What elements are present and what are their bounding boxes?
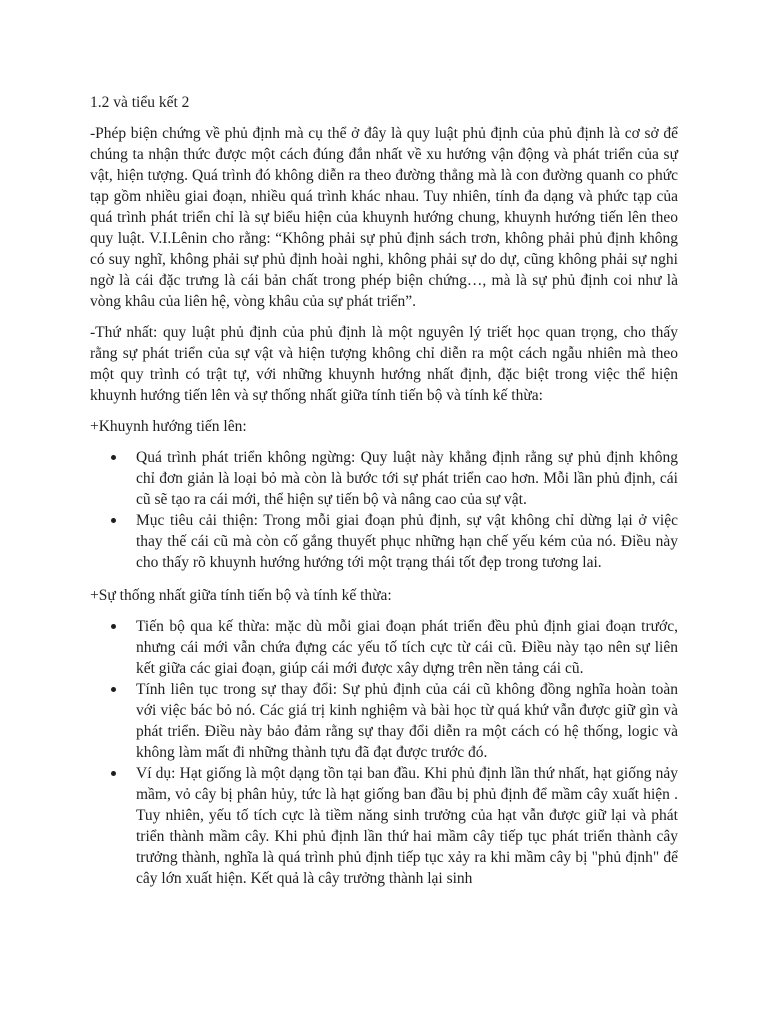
paragraph-dialectic: -Phép biện chứng về phủ định mà cụ thể ở đây là quy luật phủ định của phủ định là cơ sở để chúng ta nhận thức được một cách đúng đắn nhất về xu hướng vận động và phát triển của sự vật, hiện tượng. Quá trình đó không diễn ra theo đường thẳng mà là con đường quanh co phức tạp gồm nhiều giai đoạn, nhiều quá trình khác nhau. Tuy nhiên, tính đa dạng và phức tạp của quá trình phát triển chỉ là sự biểu hiện của khuynh hướng chung, khuynh hướng tiến lên theo quy luật. V.I.Lênin cho rằng: “Không phải sự phủ định sách trơn, không phải phủ định không có suy nghĩ, không phải sự phủ định hoài nghi, không phải sự do dự, cũng không phải sự nghi ngờ là cái đặc trưng là cái bản chất trong phép biện chứng…, mà là sự phủ định coi như là vòng khâu của liên hệ, vòng khâu của sự phát triển”.	[90, 125, 678, 310]
list-item: Ví dụ: Hạt giống là một dạng tồn tại ban đầu. Khi phủ định lần thứ nhất, hạt giống nảy mầm, vỏ cây bị phân hủy, tức là hạt giống ban đầu bị phủ định để mầm cây xuất hiện . Tuy nhiên, yếu tố tích cực là tiềm năng sinh trưởng của hạt vẫn được giữ lại và phát triển thành mầm cây. Khi phủ định lần thứ hai mầm cây tiếp tục phát triển thành cây trưởng thành, nghĩa là quá trình phủ định tiếp tục xảy ra khi mầm cây bị "phủ định" để cây lớn xuất hiện. Kết quả là cây trưởng thành lại sinh	[136, 765, 678, 887]
list-item: Tính liên tục trong sự thay đổi: Sự phủ định của cái cũ không đồng nghĩa hoàn toàn với việc bác bỏ nó. Các giá trị kinh nghiệm và bài học từ quá khứ vẫn được giữ gìn và phát triển. Điều này bảo đảm rằng sự thay đổi diễn ra một cách có hệ thống, logic và không làm mất đi những thành tựu đã đạt được trước đó.	[136, 681, 678, 761]
bullet-list-progression	[90, 447, 678, 573]
section-heading: 1.2 và tiểu kết 2	[90, 94, 190, 111]
subsection-title-unity: +Sự thống nhất giữa tính tiến bộ và tính kế thừa:	[90, 587, 392, 604]
list-item: Mục tiêu cải thiện: Trong mỗi giai đoạn phủ định, sự vật không chỉ dừng lại ở việc thay thế cái cũ mà còn cố gắng thuyết phục những hạn chế yếu kém của nó. Điều này cho thấy rõ khuynh hướng hướng tới một trạng thái tốt đẹp trong tương lai.	[136, 512, 678, 571]
subsection-title-progression: +Khuynh hướng tiến lên:	[90, 418, 247, 435]
list-item: Tiến bộ qua kế thừa: mặc dù mỗi giai đoạn phát triển đều phủ định giai đoạn trước, nhưng cái mới vẫn chứa đựng các yếu tố tích cực từ cái cũ. Điều này tạo nên sự liên kết giữa các giai đoạn, giúp cái mới được xây dựng trên nền tảng cái cũ.	[136, 618, 678, 677]
bullet-list-unity	[90, 616, 678, 889]
list-item: Quá trình phát triển không ngừng: Quy luật này khẳng định rằng sự phủ định không chỉ đơn giản là loại bỏ mà còn là bước tới sự phát triển cao hơn. Mỗi lần phủ định, cái cũ sẽ tạo ra cái mới, thể hiện sự tiến bộ và nâng cao của sự vật.	[136, 449, 678, 508]
paragraph-first-point: -Thứ nhất: quy luật phủ định của phủ định là một nguyên lý triết học quan trọng, cho thấy rằng sự phát triển của sự vật và hiện tượng không chỉ diễn ra một cách ngẫu nhiên mà theo một quy trình có trật tự, với những khuynh hướng nhất định, đặc biệt trong việc thể hiện khuynh hướng tiến lên và sự thống nhất giữa tính tiến bộ và tính kế thừa:	[90, 324, 678, 404]
document-body	[90, 92, 678, 901]
